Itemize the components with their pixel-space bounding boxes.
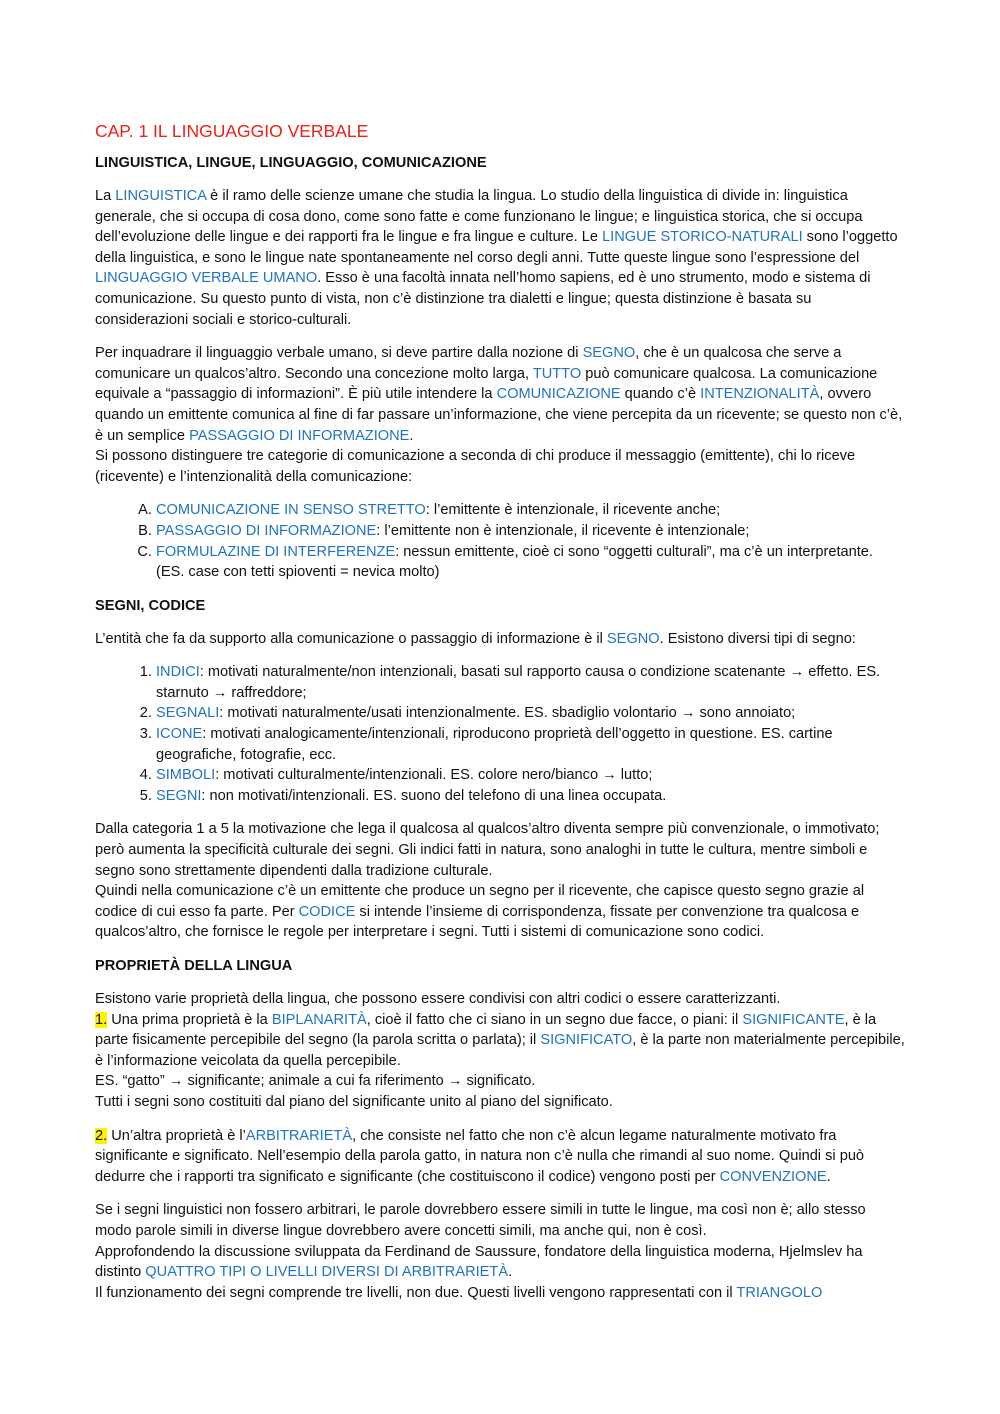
keyword-passaggio-informazione: PASSAGGIO DI INFORMAZIONE xyxy=(189,427,410,444)
keyword-linguistica: LINGUISTICA xyxy=(115,188,207,204)
keyword-linguaggio-verbale-umano: LINGUAGGIO VERBALE UMANO xyxy=(95,270,318,287)
keyword-codice: CODICE xyxy=(298,903,356,920)
section-heading-proprieta: PROPRIETÀ DELLA LINGUA xyxy=(95,958,293,974)
document-body xyxy=(95,118,905,1316)
list-item: 5. SEGNI: non motivati/intenzionali. ES. suono del telefono di una linea occupata. xyxy=(156,786,905,807)
list-item: 3. ICONE: motivati analogicamente/intenzionali, riproducono proprietà dell’oggetto in questione. ES. cartine geografiche, fotografie, ecc. xyxy=(156,724,905,765)
keyword-intenzionalita: INTENZIONALITÀ xyxy=(700,386,820,403)
paragraph-motivazione-codice: Dalla categoria 1 a 5 la motivazione che lega il qualcosa al qualcos’altro diventa sempre più convenzionale, o immotivato; però aumenta la specificità culturale dei segni. Gli indici fatti in natura, sono analoghi in tutte le cultura, mentre simboli e segno sono strettamente dipendenti dalla tradizione culturale. Quindi nella comunicazione c’è un emittente che produce un segno per il ricevente, che capisce questo segno grazie al codice di cui esso fa parte. Per CODICE si intende l’insieme di corrispondenza, fissate per convenzione tra qualcosa e qualcos’altro, che fornisce le regole per interpretare i segni. Tutti i sistemi di comunicazione sono codici. xyxy=(95,821,880,941)
keyword-significante: SIGNIFICANTE xyxy=(742,1011,845,1028)
list-item: 1. INDICI: motivati naturalmente/non intenzionali, basati sul rapporto causa o condizione scatenante → effetto. ES. starnuto → raffreddore; xyxy=(156,662,905,703)
section-heading-segni-codice: SEGNI, CODICE xyxy=(95,597,206,614)
keyword-convenzione: CONVENZIONE xyxy=(719,1168,827,1185)
paragraph-linguistica: La LINGUISTICA è il ramo delle scienze umane che studia la lingua. Lo studio della linguistica di divide in: linguistica generale, che si occupa di cosa dono, come sono fatte e come funzionano le lingue; e linguistica storica, che si occupa dell’evoluzione delle lingue e dei rapporti fra le lingue e fra lingue e culture. Le LINGUE STORICO-NATURALI sono l’oggetto della linguistica, e sono le lingue nate spontaneamente nel corso degli anni. Tutte queste lingue sono l’espressione del LINGUAGGIO VERBALE UMANO. Esso è una facoltà innata nell’homo sapiens, ed è uno strumento, modo e sistema di comunicazione. Su questo punto di vista, non c’è distinzione tra dialetti e lingue; questa distinzione è basata su considerazioni sociali e storico-culturali. xyxy=(95,188,898,328)
keyword-significato: SIGNIFICATO xyxy=(540,1032,633,1049)
paragraph-biplanarita: Esistono varie proprietà della lingua, che possono essere condivisi con altri codici o essere caratterizzanti. 1. Una prima proprietà è la BIPLANARITÀ, cioè il fatto che ci siano in un segno due facce, o piani: il SIGNIFICANTE, è la parte fisicamente percepibile del segno (la parola scritta o parlata); il SIGNIFICATO, è la parte non materialmente percepibile, è l’informazione veicolata da quella percepibile. ES. “gatto” → significante; animale a cui fa riferimento → significato. Tutti i segni sono costituiti dal piano del significante unito al piano del significato. xyxy=(95,991,905,1110)
list-item: B. PASSAGGIO DI INFORMAZIONE: l’emittente non è intenzionale, il ricevente è intenzionale; xyxy=(156,521,905,542)
highlight-number-1: 1. xyxy=(95,1011,108,1028)
list-item: 4. SIMBOLI: motivati culturalmente/intenzionali. ES. colore nero/bianco → lutto; xyxy=(156,765,905,786)
paragraph-saussure-hjelmslev: Se i segni linguistici non fossero arbitrari, le parole dovrebbero essere simili in tutte le lingue, ma così non è; allo stesso modo parole simili in diverse lingue dovrebbero avere concetti simili, ma anche qui, non è così. Approfondendo la discussione sviluppata da Ferdinand de Saussure, fondatore della linguistica moderna, Hjelmslev ha distinto QUATTRO TIPI O LIVELLI DIVERSI DI ARBITRARIETÀ. Il funzionamento dei segni comprende tre livelli, non due. Questi livelli vengono rappresentati con il TRIANGOLO xyxy=(95,1202,866,1301)
keyword-quattro-tipi: QUATTRO TIPI O LIVELLI DIVERSI DI ARBITRARIETÀ xyxy=(145,1264,509,1281)
keyword-lingue-storico-naturali: LINGUE STORICO-NATURALI xyxy=(602,229,803,246)
section-heading-linguistica: LINGUISTICA, LINGUE, LINGUAGGIO, COMUNICAZIONE xyxy=(95,155,487,171)
sign-types-list xyxy=(95,662,905,806)
keyword-biplanarita: BIPLANARITÀ xyxy=(271,1011,367,1028)
paragraph-entita-segno: L’entità che fa da supporto alla comunicazione o passaggio di informazione è il SEGNO. Esistono diversi tipi di segno: xyxy=(95,630,856,647)
list-item: C. FORMULAZINE DI INTERFERENZE: nessun emittente, cioè ci sono “oggetti culturali”, ma c’è un interpretante. (ES. case con tetti spioventi = nevica molto) xyxy=(156,542,905,583)
highlight-number-2: 2. xyxy=(95,1127,108,1144)
chapter-title: CAP. 1 IL LINGUAGGIO VERBALE xyxy=(95,121,369,141)
paragraph-segno-comunicazione: Per inquadrare il linguaggio verbale umano, si deve partire dalla nozione di SEGNO, che è un qualcosa che serve a comunicare un qualcos’altro. Secondo una concezione molto larga, TUTTO può comunicare qualcosa. La comunicazione equivale a “passaggio di informazioni”. È più utile intendere la COMUNICAZIONE quando c’è INTENZIONALITÀ, ovvero quando un emittente comunica al fine di far passare un’informazione, che viene percepita da un ricevente; se questo non c’è, è un semplice PASSAGGIO DI INFORMAZIONE. Si possono distinguere tre categorie di comunicazione a seconda di chi produce il messaggio (emittente), chi lo riceve (ricevente) e l’intenzionalità della comunicazione: xyxy=(95,345,903,485)
keyword-segno: SEGNO xyxy=(582,345,636,362)
keyword-tutto: TUTTO xyxy=(532,365,582,382)
keyword-segno: SEGNO xyxy=(606,630,660,647)
keyword-triangolo: TRIANGOLO xyxy=(736,1284,823,1301)
list-item: 2. SEGNALI: motivati naturalmente/usati intenzionalmente. ES. sbadiglio volontario → sono annoiato; xyxy=(156,703,905,724)
communication-categories-list xyxy=(95,500,905,582)
list-item: A. COMUNICAZIONE IN SENSO STRETTO: l’emittente è intenzionale, il ricevente anche; xyxy=(156,500,905,521)
paragraph-arbitrarieta: 2. Un’altra proprietà è l’ARBITRARIETÀ, che consiste nel fatto che non c’è alcun legame naturalmente motivato fra significante e significato. Nell’esempio della parola gatto, in natura non c’è nulla che rimandi al suo nome. Quindi si può dedurre che i rapporti tra significato e significante (che costituiscono il codice) vengono posti per CONVENZIONE. xyxy=(95,1127,865,1185)
keyword-comunicazione: COMUNICAZIONE xyxy=(496,386,621,403)
keyword-arbitrarieta: ARBITRARIETÀ xyxy=(245,1127,353,1144)
